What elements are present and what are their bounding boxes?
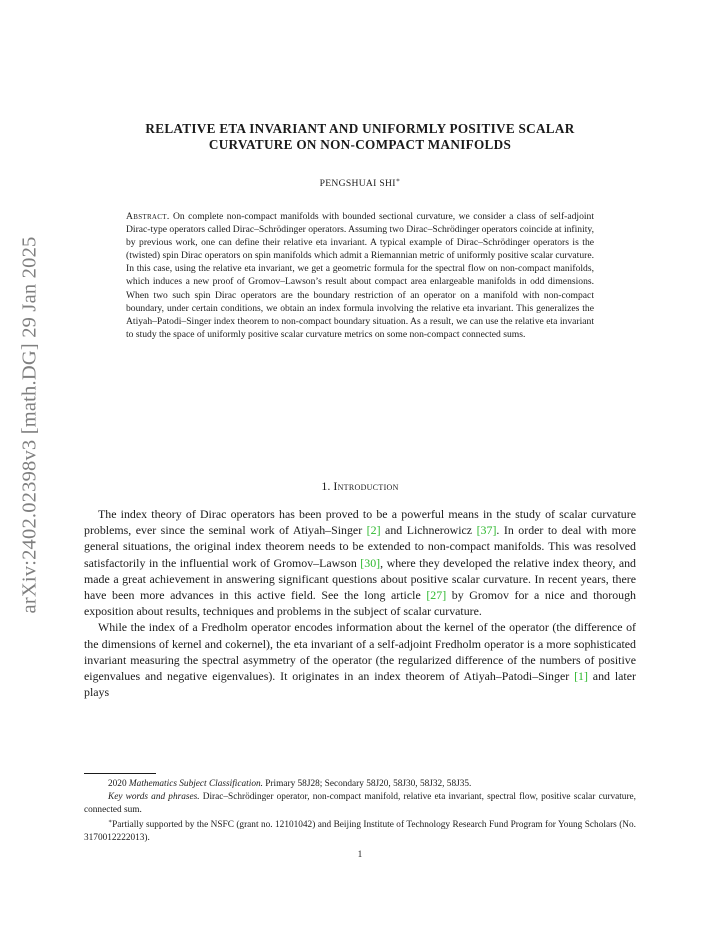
section-heading <box>90 479 630 494</box>
abstract <box>126 210 594 341</box>
section-title: Introduction <box>333 479 399 493</box>
abstract-text: On complete non-compact manifolds with bounded sectional curvature, we consider a class of self-adjoint Dirac-type operators called Dirac–Schrödinger operators. Assuming two Dirac–Schrödinger operators coincide at infinity, by previous work, one can define their relative eta invariant. A typical example of Dirac–Schrödinger operators is the (twisted) spin Dirac operators on spin manifolds which admit a Riemannian metric of uniformly positive scalar curvature. In this case, using the relative eta invariant, we get a geometric formula for the spectral flow on non-compact manifolds, which induces a new proof of Gromov–Lawson’s result about compact area enlargeable manifolds in odd dimensions. When two such spin Dirac operators are the boundary restriction of an operator on a manifold with non-compact boundary, under certain conditions, we obtain an index formula involving the relative eta invariant. This generalizes the Atiyah–Patodi–Singer index theorem to non-compact boundary situation. As a result, we can use the relative eta invariant to study the space of uniformly positive scalar curvature metrics on some non-compact connected sums. <box>126 211 594 340</box>
paragraph-text: and later plays <box>84 669 636 700</box>
paragraph-2 <box>84 619 636 700</box>
paragraph-1 <box>84 506 636 619</box>
section-number: 1. <box>321 479 331 493</box>
footnotes <box>84 778 636 845</box>
footnote-text: 2020 <box>108 779 129 789</box>
author-footnote-mark[interactable]: ∗ <box>395 177 401 184</box>
title-line-2: CURVATURE ON NON-COMPACT MANIFOLDS <box>208 136 512 152</box>
paper-title <box>90 121 630 152</box>
citation-link[interactable]: [27] <box>426 588 447 603</box>
author-text: PENGSHUAI SHI <box>319 178 396 190</box>
footnote-keywords <box>84 791 636 817</box>
paragraph-text: The index theory of Dirac operators has been proved to be a powerful means in the study of scalar curvature problems, ever since the seminal work of Atiyah–Singer <box>84 507 636 538</box>
paragraph-text: While the index of a Fredholm operator encodes information about the kernel of the operator (the difference of the dimensions of kernel and cokernel), the eta invariant of a self-adjoint Fredholm operator is a more sophisticated invariant measuring the spectral asymmetry of the operator (the regularized difference of the numbers of positive eigenvalues and negative eigenvalues). It originates in an index theorem of Atiyah–Patodi–Singer <box>84 620 636 684</box>
citation-link[interactable]: [1] <box>574 669 588 684</box>
author-name <box>90 176 630 189</box>
footnote-mark: ∗ <box>108 819 113 826</box>
footnote-label: Mathematics Subject Classification. <box>128 779 263 789</box>
footnote-grant <box>84 816 636 845</box>
paragraph-text: . In order to deal with more general situations, the original index theorem needs to be extended to non-compact manifolds. This was resolved satisfactorily in the influential work of Gromov–Lawson <box>84 523 636 570</box>
abstract-label: Abstract. <box>126 211 170 222</box>
footnote-label: Key words and phrases. <box>108 791 200 802</box>
paragraph-text: and Lichnerowicz <box>380 523 477 538</box>
page-number: 1 <box>357 850 363 860</box>
footnote-text: Partially supported by the NSFC (grant no. 12101042) and Beijing Institute of Technology Research Fund Program for Young Scholars (No. 3170012222013). <box>84 820 636 844</box>
citation-link[interactable]: [37] <box>476 523 497 538</box>
arxiv-identifier-stamp: arXiv:2402.02398v3 [math.DG] 29 Jan 2025 <box>18 236 41 614</box>
citation-link[interactable]: [2] <box>366 523 381 538</box>
footnote-text: Dirac–Schrödinger operator, non-compact manifold, relative eta invariant, spectral flow, positive scalar curvature, connected sum. <box>84 791 636 815</box>
footnote-divider <box>84 773 156 774</box>
citation-link[interactable]: [30] <box>360 555 381 570</box>
paragraph-text: by Gromov for a nice and thorough exposition about results, techniques and problems in the subject of scalar curvature. <box>84 588 636 619</box>
title-line-1: RELATIVE ETA INVARIANT AND UNIFORMLY POSITIVE SCALAR <box>145 121 575 136</box>
footnote-text: Primary 58J28; Secondary 58J20, 58J30, 58J32, 58J35. <box>262 779 472 789</box>
paragraph-text: , where they developed the relative index theory, and made a great achievement in answering significant questions about positive scalar curvature. In recent years, there have been more advances in this active field. See the long article <box>84 555 636 603</box>
footnote-msc <box>84 778 636 791</box>
body-text <box>84 506 636 700</box>
